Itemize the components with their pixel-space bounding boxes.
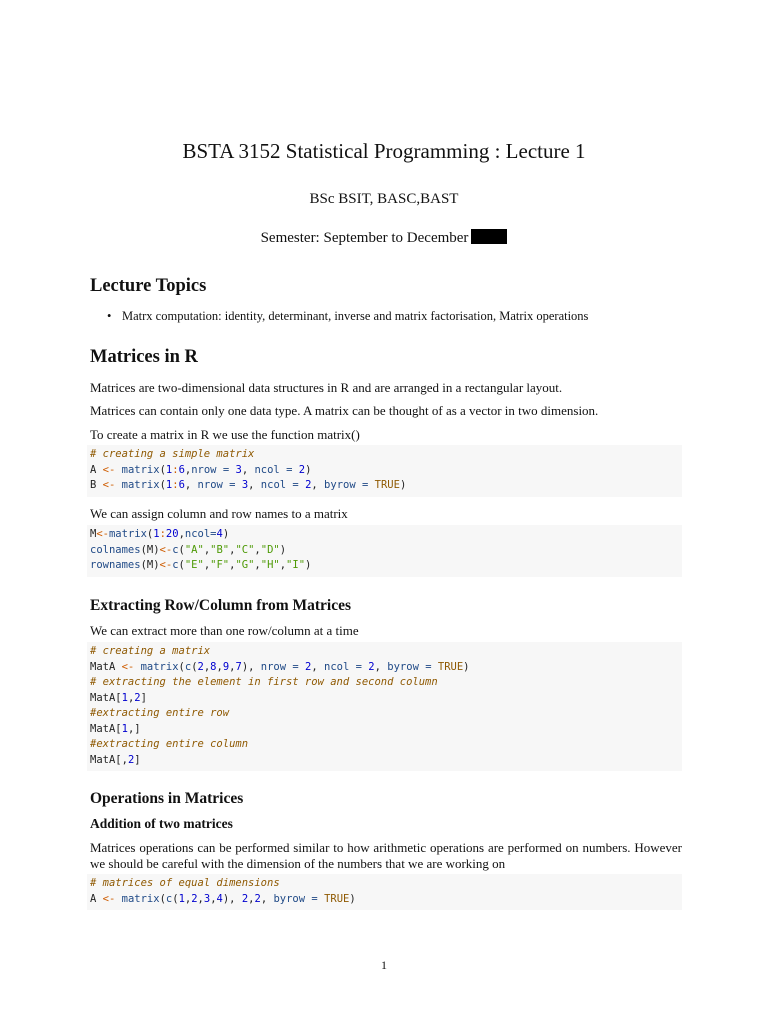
paragraph: We can assign column and row names to a matrix <box>90 506 348 521</box>
redaction-box <box>471 229 507 244</box>
document-subtitle: BSc BSIT, BASC,BAST <box>309 191 459 207</box>
list-item <box>90 309 588 324</box>
semester-line <box>0 229 768 247</box>
heading-matrices-in-r: Matrices in R <box>90 347 198 367</box>
code-line: # extracting the element in first row and second column <box>90 676 438 688</box>
bullet-icon: • <box>107 309 112 323</box>
semester-text: Semester: September to December <box>260 230 469 246</box>
paragraph: Matrices can contain only one data type. A matrix can be thought of as a vector in two dimension. <box>90 403 599 418</box>
code-line: colnames(M)<-c("A","B","C","D") <box>90 543 287 556</box>
code-line: # creating a matrix <box>90 645 211 657</box>
subheading-addition: Addition of two matrices <box>90 816 233 831</box>
code-block-extracting <box>87 642 682 771</box>
topic-text: Matrx computation: identity, determinant, inverse and matrix factorisation, Matrix operations <box>122 309 589 323</box>
document-title: BSTA 3152 Statistical Programming : Lecture 1 <box>182 139 586 163</box>
topics-list <box>90 309 588 324</box>
code-line: MatA <- matrix(c(2,8,9,7), nrow = 2, ncol = 2, byrow = TRUE) <box>90 660 470 673</box>
code-line: #extracting entire column <box>90 738 249 750</box>
code-line: A <- matrix(1:6,nrow = 3, ncol = 2) <box>90 463 312 476</box>
code-line: rownames(M)<-c("E","F","G","H","I") <box>90 559 312 571</box>
code-line: MatA[1,] <box>90 722 141 735</box>
code-block-names <box>87 525 682 577</box>
heading-operations: Operations in Matrices <box>90 790 244 807</box>
heading-extracting: Extracting Row/Column from Matrices <box>90 597 352 614</box>
paragraph: Matrices are two-dimensional data structures in R and are arranged in a rectangular layout. <box>90 380 563 395</box>
code-line: # matrices of equal dimensions <box>90 877 280 889</box>
code-line: A <- matrix(c(1,2,3,4), 2,2, byrow = TRUE) <box>90 892 356 905</box>
code-block-create-matrix <box>87 445 682 497</box>
paragraph: To create a matrix in R we use the function matrix() <box>90 427 360 442</box>
code-line: #extracting entire row <box>90 707 230 719</box>
page-number: 1 <box>381 958 387 972</box>
code-line: MatA[,2] <box>90 753 141 766</box>
code-line: M<-matrix(1:20,ncol=4) <box>90 528 230 540</box>
code-line: MatA[1,2] <box>90 691 147 704</box>
code-block-addition <box>87 874 682 910</box>
code-line: # creating a simple matrix <box>90 448 255 460</box>
code-line: B <- matrix(1:6, nrow = 3, ncol = 2, byrow = TRUE) <box>90 479 407 491</box>
heading-lecture-topics: Lecture Topics <box>90 276 207 296</box>
paragraph: Matrices operations can be performed similar to how arithmetic operations are performed on numbers. However we should be careful with the dimension of the numbers that we are working on <box>90 840 682 871</box>
paragraph: We can extract more than one row/column at a time <box>90 623 359 638</box>
